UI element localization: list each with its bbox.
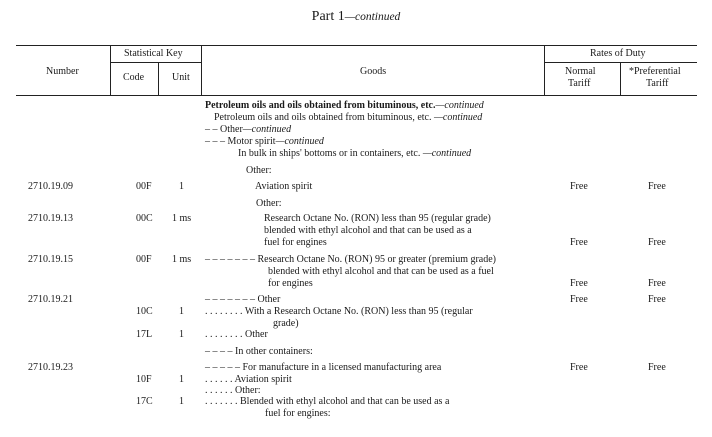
r5-normal: Free xyxy=(570,362,588,373)
stat-key-rule xyxy=(110,62,201,63)
r5a-goods: . . . . . . Aviation spirit xyxy=(205,374,292,385)
r1-normal: Free xyxy=(570,181,588,192)
r5-other-label: . . . . . . Other: xyxy=(205,385,261,396)
r3-goods-2: blended with ethyl alcohol and that can be used as a fuel xyxy=(268,266,494,277)
r2-code: 00C xyxy=(136,213,153,224)
r2-unit: 1 ms xyxy=(172,213,192,224)
other-label-2: Other: xyxy=(256,198,282,209)
header-goods: Goods xyxy=(360,66,387,77)
r4b-goods: . . . . . . . . Other xyxy=(205,329,268,340)
r2-normal: Free xyxy=(570,237,588,248)
header-pref-2: Tariff xyxy=(646,78,669,89)
header-unit: Unit xyxy=(172,72,190,83)
r1-code: 00F xyxy=(136,181,152,192)
r4a-unit: 1 xyxy=(179,306,184,317)
col-divider-4 xyxy=(544,45,545,95)
r3-number: 2710.19.15 xyxy=(28,254,73,265)
r4-normal: Free xyxy=(570,294,588,305)
intro-sub1: Petroleum oils and oils obtained from bituminous, etc. —continued xyxy=(214,112,483,123)
intro-other: Other: xyxy=(246,165,272,176)
r4b-unit: 1 xyxy=(179,329,184,340)
r5b-code: 17C xyxy=(136,396,153,407)
header-code: Code xyxy=(123,72,145,83)
r3-code: 00F xyxy=(136,254,152,265)
col-divider-5 xyxy=(620,62,621,95)
r5b-goods-1: . . . . . . . Blended with ethyl alcohol and that can be used as a xyxy=(205,396,450,407)
r3-normal: Free xyxy=(570,278,588,289)
r2-goods-1: Research Octane No. (RON) less than 95 (regular grade) xyxy=(264,213,491,224)
r2-number: 2710.19.13 xyxy=(28,213,73,224)
header-bottom-rule xyxy=(16,95,697,96)
r2-pref: Free xyxy=(648,237,666,248)
header-normal-1: Normal xyxy=(565,66,596,77)
r2-goods-2: blended with ethyl alcohol and that can be used as a xyxy=(264,225,472,236)
r4a-goods-1: . . . . . . . . With a Research Octane No. (RON) less than 95 (regular xyxy=(205,306,473,317)
r4a-code: 10C xyxy=(136,306,153,317)
header-pref-1: *Preferential xyxy=(629,66,681,77)
r3-goods-3: for engines xyxy=(268,278,313,289)
header-top-rule xyxy=(16,45,697,46)
r3-goods-1: – – – – – – – Research Octane No. (RON) 95 or greater (premium grade) xyxy=(205,254,497,265)
r1-pref: Free xyxy=(648,181,666,192)
intro-sub3: – – – Motor spirit—continued xyxy=(205,136,324,147)
intro-heading: Petroleum oils and oils obtained from bituminous, etc.—continued xyxy=(205,100,484,111)
col-divider-3 xyxy=(201,45,202,95)
col-divider-1 xyxy=(110,45,111,95)
r5a-unit: 1 xyxy=(179,374,184,385)
r4a-goods-2: grade) xyxy=(273,318,299,329)
r4-pref: Free xyxy=(648,294,666,305)
page-title: Part 1—continued xyxy=(311,9,401,24)
r4b-code: 17L xyxy=(136,329,153,340)
r5-pref: Free xyxy=(648,362,666,373)
col-divider-2 xyxy=(158,62,159,95)
r5b-goods-2: fuel for engines: xyxy=(265,408,331,419)
header-normal-2: Tariff xyxy=(568,78,591,89)
header-number: Number xyxy=(46,66,79,77)
intro-sub4: In bulk in ships' bottoms or in containers, etc. —continued xyxy=(238,148,472,159)
r1-goods: Aviation spirit xyxy=(255,181,313,192)
header-statistical-key: Statistical Key xyxy=(124,48,183,59)
r1-unit: 1 xyxy=(179,181,184,192)
r1-number: 2710.19.09 xyxy=(28,181,73,192)
r2-goods-3: fuel for engines xyxy=(264,237,327,248)
header-rates-of-duty: Rates of Duty xyxy=(590,48,646,59)
r5-number: 2710.19.23 xyxy=(28,362,73,373)
r3-pref: Free xyxy=(648,278,666,289)
intro-sub2: – – Other—continued xyxy=(205,124,292,135)
r5a-code: 10F xyxy=(136,374,152,385)
r4-goods: – – – – – – – Other xyxy=(205,294,281,305)
r3-unit: 1 ms xyxy=(172,254,192,265)
r5b-unit: 1 xyxy=(179,396,184,407)
r4-number: 2710.19.21 xyxy=(28,294,73,305)
containers-label: – – – – In other containers: xyxy=(205,346,313,357)
r5-goods: – – – – – For manufacture in a licensed manufacturing area xyxy=(205,362,442,373)
